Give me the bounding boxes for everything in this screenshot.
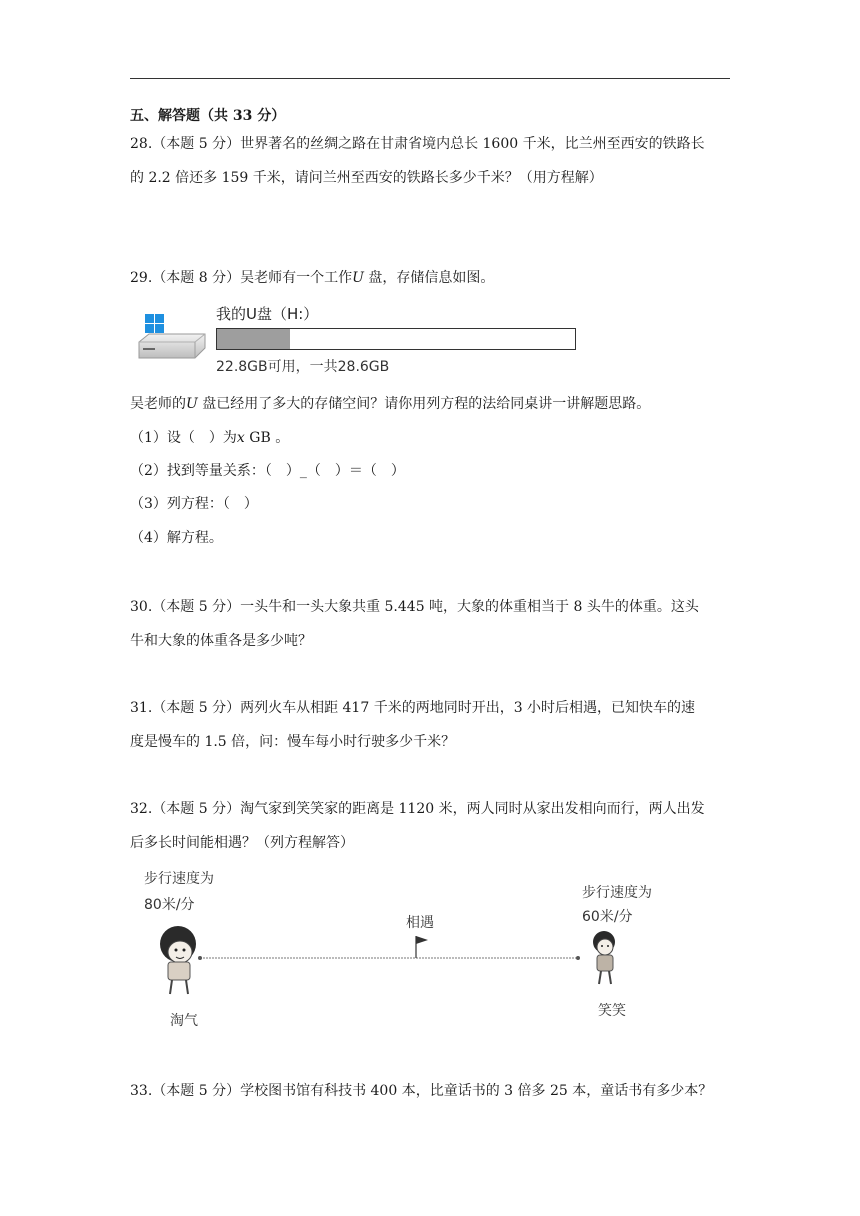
left-speed-label: 步行速度为 [144,871,214,887]
xiaoxiao-figure-icon [593,931,615,984]
q28-line-2: 的 2.2 倍还多 159 千米，请问兰州至西安的铁路长多少千米？（用方程解） [130,170,603,186]
q29-step-3: （3）列方程：（ ） [130,496,258,512]
usb-capacity-info: 22.8GB可用，一共28.6GB [216,359,390,375]
left-speed-value: 80米/分 [144,897,195,913]
q31-line-2: 度是慢车的 1.5 倍，问：慢车每小时行驶多少千米？ [130,734,456,750]
meet-flag-icon [416,936,428,958]
q33-line-1: 33.（本题 5 分）学校图书馆有科技书 400 本，比童话书的 3 倍多 25 本，童话书有多少本？ [130,1083,713,1099]
taoqi-figure-icon [160,926,196,994]
q32-line-1: 32.（本题 5 分）淘气家到笑笑家的距离是 1120 米，两人同时从家出发相向而行，两人出发 [130,801,705,817]
q29-step-1: （1）设（ ）为x GB 。 [130,430,290,446]
section-title: 五、解答题（共 33 分） [130,108,286,124]
usb-title: 我的U盘（H:） [216,305,319,323]
usb-usage-fill [217,329,290,349]
meeting-diagram [130,860,730,1040]
top-rule [130,78,730,79]
right-endpoint [576,956,580,960]
left-endpoint [198,956,202,960]
usb-drive-icon [135,312,207,366]
meeting-figure [130,860,730,1040]
left-name: 淘气 [170,1013,198,1029]
q30-line-2: 牛和大象的体重各是多少吨？ [130,633,312,649]
q30-line-1: 30.（本题 5 分）一头牛和一头大象共重 5.445 吨，大象的体重相当于 8 头牛的体重。这头 [130,599,699,615]
usb-storage-figure [133,300,583,380]
right-speed-value: 60米/分 [582,909,633,925]
right-name: 笑笑 [598,1003,626,1019]
q31-line-1: 31.（本题 5 分）两列火车从相距 417 千米的两地同时开出，3 小时后相遇，已知快车的速 [130,700,696,716]
usb-usage-bar [216,328,576,350]
q29-step-4: （4）解方程。 [130,530,223,546]
q29-line-1: 29.（本题 8 分）吴老师有一个工作U 盘，存储信息如图。 [130,270,495,286]
q32-line-2: 后多长时间能相遇？（列方程解答） [130,835,354,851]
q29-step-2: （2）找到等量关系：（ ）_（ ）＝（ ） [130,463,405,479]
q29-question: 吴老师的U 盘已经用了多大的存储空间？请你用列方程的法给同桌讲一讲解题思路。 [130,396,651,412]
right-speed-label: 步行速度为 [582,885,652,901]
q28-line-1: 28.（本题 5 分）世界著名的丝绸之路在甘肃省境内总长 1600 千米，比兰州至西安的铁路长 [130,136,705,152]
meet-label: 相遇 [406,915,434,931]
